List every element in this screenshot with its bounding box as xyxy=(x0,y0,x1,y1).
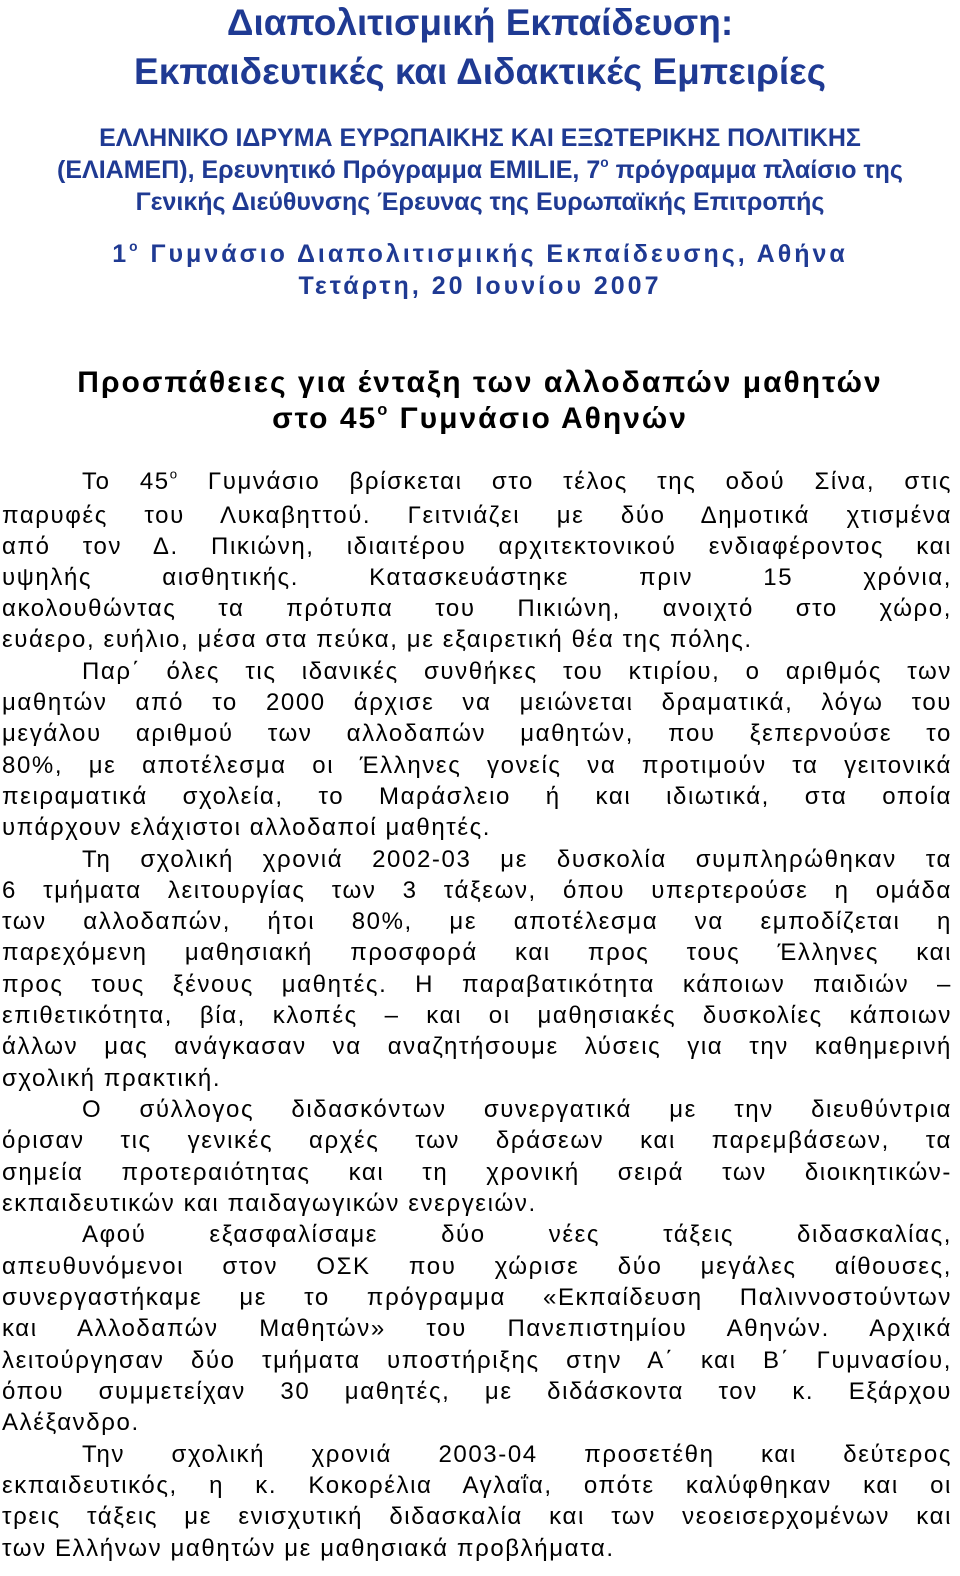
body-line: ακολουθώντας τα πρότυπα του Πικιώνη, ανοιχτό στο χώρο, xyxy=(2,595,952,622)
body-line: των αλλοδαπών, ήτοι 80%, με αποτέλεσμα να εμποδίζεται η xyxy=(2,908,952,935)
body-line: των Ελλήνων μαθητών με μαθησιακά προβλήματα. xyxy=(2,1535,615,1562)
body-line: εκπαιδευτικός, η κ. Κοκορέλια Αγλαΐα, οπότε καλύφθηκαν και οι xyxy=(2,1472,952,1499)
body-line: Την σχολική χρονιά 2003-04 προσετέθη και δεύτερος xyxy=(82,1441,952,1468)
body-line: λειτούργησαν δύο τμήματα υποστήριξης στην Α΄ και Β΄ Γυμνασίου, xyxy=(2,1347,952,1374)
body-line: όπου συμμετείχαν 30 μαθητές, με διδάσκοντα τον κ. Εξάρχου xyxy=(2,1378,952,1405)
body-line: απευθυνόμενοι στον ΟΣΚ που χώρισε δύο μεγάλες αίθουσες, xyxy=(2,1253,952,1280)
body-line: εκπαιδευτικών και παιδαγωγικών ενεργειών. xyxy=(2,1190,537,1217)
body-line: σχολική πρακτική. xyxy=(2,1065,222,1092)
event-date-line: Τετάρτη, 20 Ιουνίου 2007 xyxy=(298,272,662,300)
paper-title-pre: στο 45 xyxy=(272,402,378,435)
body-line-pre: Το 45 xyxy=(82,468,170,495)
body-line: συνεργαστήκαμε με το πρόγραμμα «Εκπαίδευση Παλιννοστούντων xyxy=(2,1284,952,1311)
institution-line-1: ΕΛΛΗΝΙΚΟ ΙΔΡΥΜΑ ΕΥΡΩΠΑΙΚΗΣ ΚΑΙ ΕΞΩΤΕΡΙΚΗΣ ΠΟΛΙΤΙΚΗΣ xyxy=(99,124,861,152)
paper-title-post: Γυμνάσιο Αθηνών xyxy=(389,402,688,435)
body-line: Ο σύλλογος διδασκόντων συνεργατικά με την διευθύντρια xyxy=(82,1096,952,1123)
body-line: ευάερο, ευήλιο, μέσα στα πεύκα, με εξαιρετική θέα της πόλης. xyxy=(2,626,753,653)
body-line: όρισαν τις γενικές αρχές των δράσεων και παρεμβάσεων, τα xyxy=(2,1127,952,1154)
ordinal-superscript: ο xyxy=(169,466,179,482)
body-line xyxy=(82,466,952,497)
body-line: από τον Δ. Πικιώνη, ιδιαιτέρου αρχιτεκτονικού ενδιαφέροντος και xyxy=(2,533,952,560)
body-line: μεγάλου αριθμού των αλλοδαπών μαθητών, που ξεπερνούσε το xyxy=(2,720,952,747)
body-line: Τη σχολική χρονιά 2002-03 με δυσκολία συμπληρώθηκαν τα xyxy=(82,846,952,873)
ordinal-superscript: ο xyxy=(600,155,609,170)
ordinal-superscript: ο xyxy=(377,400,390,419)
body-line-post: Γυμνάσιο βρίσκεται στο τέλος της οδού Σίνα, στις xyxy=(178,468,952,495)
document-title-line-2: Εκπαιδευτικές και Διδακτικές Εμπειρίες xyxy=(134,51,826,92)
body-line: επιθετικότητα, βία, κλοπές – και οι μαθησιακές δυσκολίες κάποιων xyxy=(2,1002,952,1029)
document-title-line-1: Διαπολιτισμική Εκπαίδευση: xyxy=(226,2,734,43)
body-line: μαθητών από το 2000 άρχισε να μειώνεται δραματικά, λόγω του xyxy=(2,689,952,716)
event-venue-number: 1 xyxy=(112,240,130,268)
body-line: υπάρχουν ελάχιστοι αλλοδαποί μαθητές. xyxy=(2,814,492,841)
body-line: σημεία προτεραιότητας και τη χρονική σειρά των διοικητικών- xyxy=(2,1159,952,1186)
body-line: Αφού εξασφαλίσαμε δύο νέες τάξεις διδασκαλίας, xyxy=(82,1221,952,1248)
paper-title-line-1: Προσπάθειες για ένταξη των αλλοδαπών μαθητών xyxy=(77,366,883,399)
institution-line-2-pre: (ΕΛΙΑΜΕΠ), Ερευνητικό Πρόγραμμα EMILIE, 7 xyxy=(57,156,601,184)
institution-line-2-post: πρόγραμμα πλαίσιο της xyxy=(608,156,903,184)
institution-line-2 xyxy=(0,154,960,186)
body-line: παρυφές του Λυκαβηττού. Γειτνιάζει με δύο Δημοτικά χτισμένα xyxy=(2,502,952,529)
event-venue-line xyxy=(0,238,960,270)
body-line: Αλέξανδρο. xyxy=(2,1409,140,1436)
ordinal-superscript: ο xyxy=(129,239,141,254)
body-line: 6 τμήματα λειτουργίας των 3 τάξεων, όπου υπερτερούσε η ομάδα xyxy=(2,877,952,904)
event-venue-text: Γυμνάσιο Διαπολιτισμικής Εκπαίδευσης, Αθήνα xyxy=(140,240,848,268)
body-line: τρεις τάξεις με ενισχυτική διδασκαλία και των νεοεισερχομένων και xyxy=(2,1503,952,1530)
body-line: παρεχόμενη μαθησιακή προσφορά και προς τους Έλληνες και xyxy=(2,939,952,966)
body-line: Παρ΄ όλες τις ιδανικές συνθήκες του κτιρίου, ο αριθμός των xyxy=(82,658,952,685)
body-line: 80%, με αποτέλεσμα οι Έλληνες γονείς να προτιμούν τα γειτονικά xyxy=(2,752,952,779)
body-line: πειραματικά σχολεία, το Μαράσλειο ή και ιδιωτικά, στα οποία xyxy=(2,783,952,810)
body-line: άλλων μας ανάγκασαν να αναζητήσουμε λύσεις για την καθημερινή xyxy=(2,1033,952,1060)
body-line: προς τους ξένους μαθητές. Η παραβατικότητα κάποιων παιδιών – xyxy=(2,971,952,998)
institution-line-3: Γενικής Διεύθυνσης Έρευνας της Ευρωπαϊκής Επιτροπής xyxy=(135,188,825,216)
paper-title-line-2 xyxy=(0,401,960,437)
body-line: υψηλής αισθητικής. Κατασκευάστηκε πριν 15 χρόνια, xyxy=(2,564,952,591)
body-line: και Αλλοδαπών Μαθητών» του Πανεπιστημίου Αθηνών. Αρχικά xyxy=(2,1315,952,1342)
